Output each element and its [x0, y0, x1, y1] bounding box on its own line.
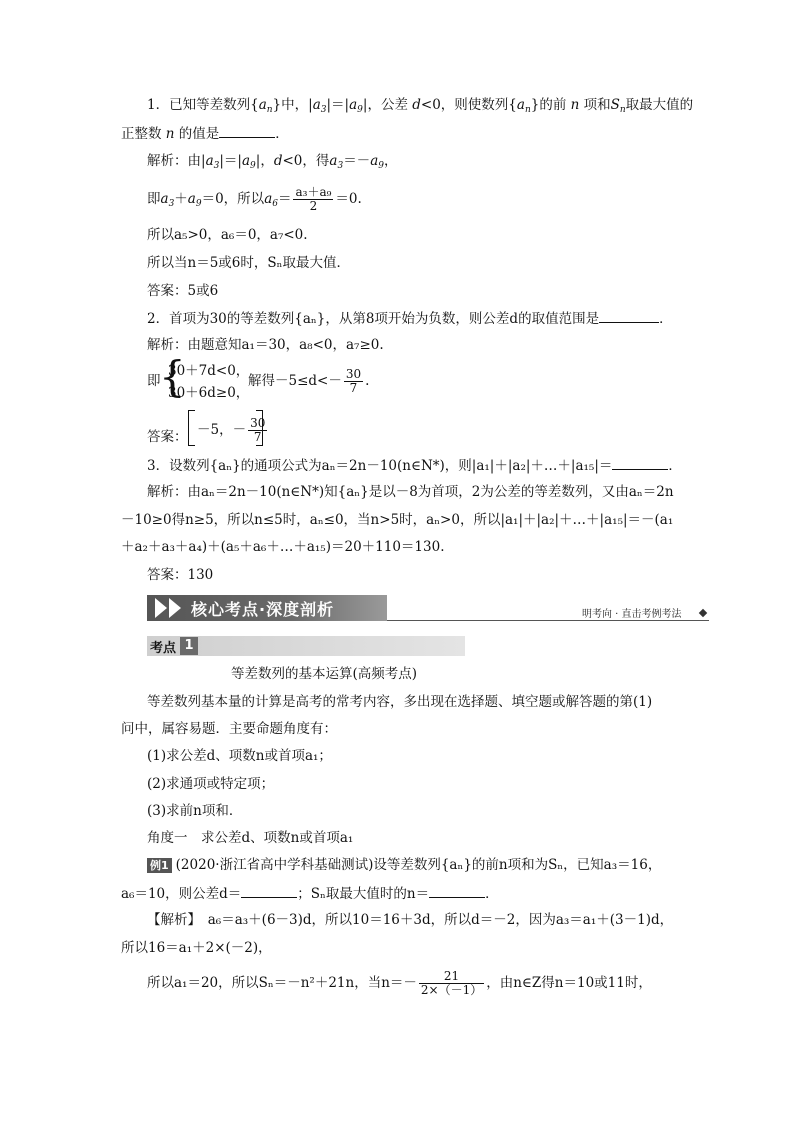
- text: a₆＝10，则公差d＝: [121, 886, 242, 902]
- text: }的前: [530, 97, 567, 113]
- kaodian-intro-1: 等差数列基本量的计算是高考的常考内容，多出现在选择题、填空题或解答题的第(1): [147, 694, 653, 710]
- problem-3-solution-1: 解析：由aₙ＝2n－10(n∈N*)知{aₙ}是以－8为首项，2为公差的等差数列，又由aₙ＝2n: [147, 484, 674, 500]
- text: |，: [255, 153, 274, 169]
- text: 3．设数列{aₙ}的通项公式为aₙ＝2n－10(n∈N*)，则|a₁|＋|a₂|＋…＋|a₁₅|＝: [147, 458, 613, 474]
- example-line-1: [147, 856, 661, 874]
- text: 解析：由|: [147, 153, 206, 169]
- problem-1-solution-2: 即$a_3+a_9=0$，所以$a_6=$ $\frac{\text{a₃＋a₉}}{2}$ ＝0.: [147, 185, 362, 213]
- numerator: 30: [345, 367, 362, 381]
- numerator: 21: [419, 970, 484, 984]
- denominator: 2: [309, 199, 318, 213]
- text: .: [365, 373, 370, 389]
- section-title: 核心考点·深度剖析: [191, 600, 335, 619]
- chevron-right-icon: [155, 598, 167, 618]
- problem-3-answer: 答案：130: [147, 567, 214, 583]
- example-solution-3: [147, 968, 652, 998]
- problem-2-solution-2: [248, 366, 369, 396]
- text: |＝|: [326, 97, 350, 113]
- text: }中，|: [272, 97, 313, 113]
- kaodian-item-3: (3)求前n项和．: [147, 803, 243, 819]
- text: (2020·浙江省高中学科基础测试)设等差数列{aₙ}的前n项和为Sₙ，已知a₃＝16，: [175, 857, 662, 873]
- text: 1．已知等差数列{: [147, 97, 259, 113]
- numerator: 30: [250, 416, 266, 430]
- text: 的值是: [178, 126, 220, 142]
- problem-1-line-1: 1．已知等差数列$\{a_n\}$中，$|a_3|=|a_9|$，公差 d<0，则使数列$\{a_n\}$的前 n 项和$S_n$取最大值的: [147, 97, 694, 115]
- problem-1-line-2: 正整数 n 的值是 ．: [121, 126, 289, 142]
- denominator: 7: [349, 381, 358, 395]
- text: 解得－5≤d<－: [248, 373, 342, 389]
- text: 正整数: [121, 126, 162, 142]
- answer-blank[interactable]: [599, 309, 659, 323]
- text: ＝0，所以: [201, 191, 265, 207]
- problem-2-question: 2．首项为30的等差数列{aₙ}，从第8项开始为负数，则公差d的取值范围是 ．: [147, 311, 673, 327]
- system-row-2: 30＋6d≥0，: [168, 385, 250, 401]
- text: 取最大值的: [625, 97, 694, 113]
- text: 2．首项为30的等差数列{aₙ}，从第8项开始为负数，则公差d的取值范围是: [147, 311, 600, 327]
- system-row-1: 30＋7d<0，: [168, 363, 250, 379]
- example-solution-2: 所以16＝a₁＋2×(－2)，: [121, 940, 272, 956]
- text: －5，－: [197, 422, 247, 438]
- problem-2-answer-label: 答案：: [147, 429, 188, 445]
- text: ＝－: [343, 153, 371, 169]
- section-header: [147, 595, 387, 621]
- left-bracket: [188, 410, 195, 446]
- right-bracket: [256, 410, 263, 446]
- kaodian-title: 等差数列的基本运算(高频考点): [231, 666, 418, 682]
- text: ，由n∈Z得n＝10或11时，: [486, 975, 652, 991]
- fraction: [419, 970, 484, 997]
- text: 所以a₁＝20，所以Sₙ＝－n²＋21n，当n＝－: [147, 975, 417, 991]
- fraction: [344, 368, 363, 395]
- kaodian-intro-2: 问中，属容易题．主要命题角度有：: [121, 721, 337, 737]
- answer-blank[interactable]: [241, 884, 297, 898]
- section-side-note: 明考向 · 直击考例考法: [582, 609, 682, 620]
- kaodian-label: 考点: [150, 641, 177, 656]
- left-brace: {: [159, 352, 186, 401]
- problem-3-solution-2: －10≥0得n≥5，所以n≤5时，aₙ≤0，当n>5时，aₙ>0，所以|a₁|＋|a₂|＋…＋|a₁₅|＝－(a₁: [121, 512, 674, 528]
- problem-1-answer: 答案：5或6: [147, 283, 219, 299]
- chevron-right-icon: [169, 598, 181, 618]
- text: <0，得: [282, 153, 330, 169]
- example-solution-1: 【解析】 a₆＝a₃＋(6－3)d，所以10＝16＋3d，所以d＝－2，因为a₃＝a₁＋(3－1)d，: [147, 912, 674, 928]
- fraction: [293, 186, 333, 213]
- example-badge: 例1: [147, 858, 172, 873]
- text: <0，则使数列{: [420, 97, 517, 113]
- text: |，公差: [362, 97, 408, 113]
- answer-blank[interactable]: [612, 456, 668, 470]
- text: ．: [485, 886, 499, 902]
- diamond-icon: [699, 609, 707, 617]
- divider: [387, 620, 709, 621]
- problem-2-solution-1: 解析：由题意知a₁＝30，a₈<0，a₇≥0.: [147, 337, 384, 353]
- problem-1-solution-1: 解析：由$|a_3|=|a_9|$，d<0，得$a_3=-a_9$，: [147, 153, 398, 171]
- problem-3-solution-3: ＋a₂＋a₃＋a₄)＋(a₅＋a₆＋…＋a₁₅)＝20＋110＝130.: [121, 539, 445, 555]
- example-line-2: [121, 884, 499, 903]
- angle-heading: 角度一 求公差d、项数n或首项a₁: [147, 830, 354, 846]
- answer-blank[interactable]: [429, 884, 485, 898]
- problem-1-solution-4: 所以当n＝5或6时，Sₙ取最大值．: [147, 255, 350, 271]
- text: ＝0.: [335, 191, 362, 207]
- denominator: 7: [253, 430, 262, 444]
- problem-1-solution-3: 所以a₅>0，a₆＝0，a₇<0.: [147, 227, 308, 243]
- answer-blank[interactable]: [219, 124, 275, 138]
- problem-2-ji: 即: [147, 373, 161, 389]
- kaodian-item-1: (1)求公差d、项数n或首项a₁；: [147, 748, 332, 764]
- kaodian-item-2: (2)求通项或特定项；: [147, 776, 275, 792]
- text: ；Sₙ取最大值时的n＝: [297, 886, 430, 902]
- text: 即: [147, 191, 161, 207]
- numerator: a₃＋a₉: [295, 185, 332, 199]
- problem-3-question: 3．设数列{aₙ}的通项公式为aₙ＝2n－10(n∈N*)，则|a₁|＋|a₂|＋…＋|a₁₅|＝ ．: [147, 458, 682, 474]
- kaodian-number: 1: [180, 637, 198, 655]
- denominator: 2×（－1）: [420, 983, 483, 997]
- text: 项和: [583, 97, 611, 113]
